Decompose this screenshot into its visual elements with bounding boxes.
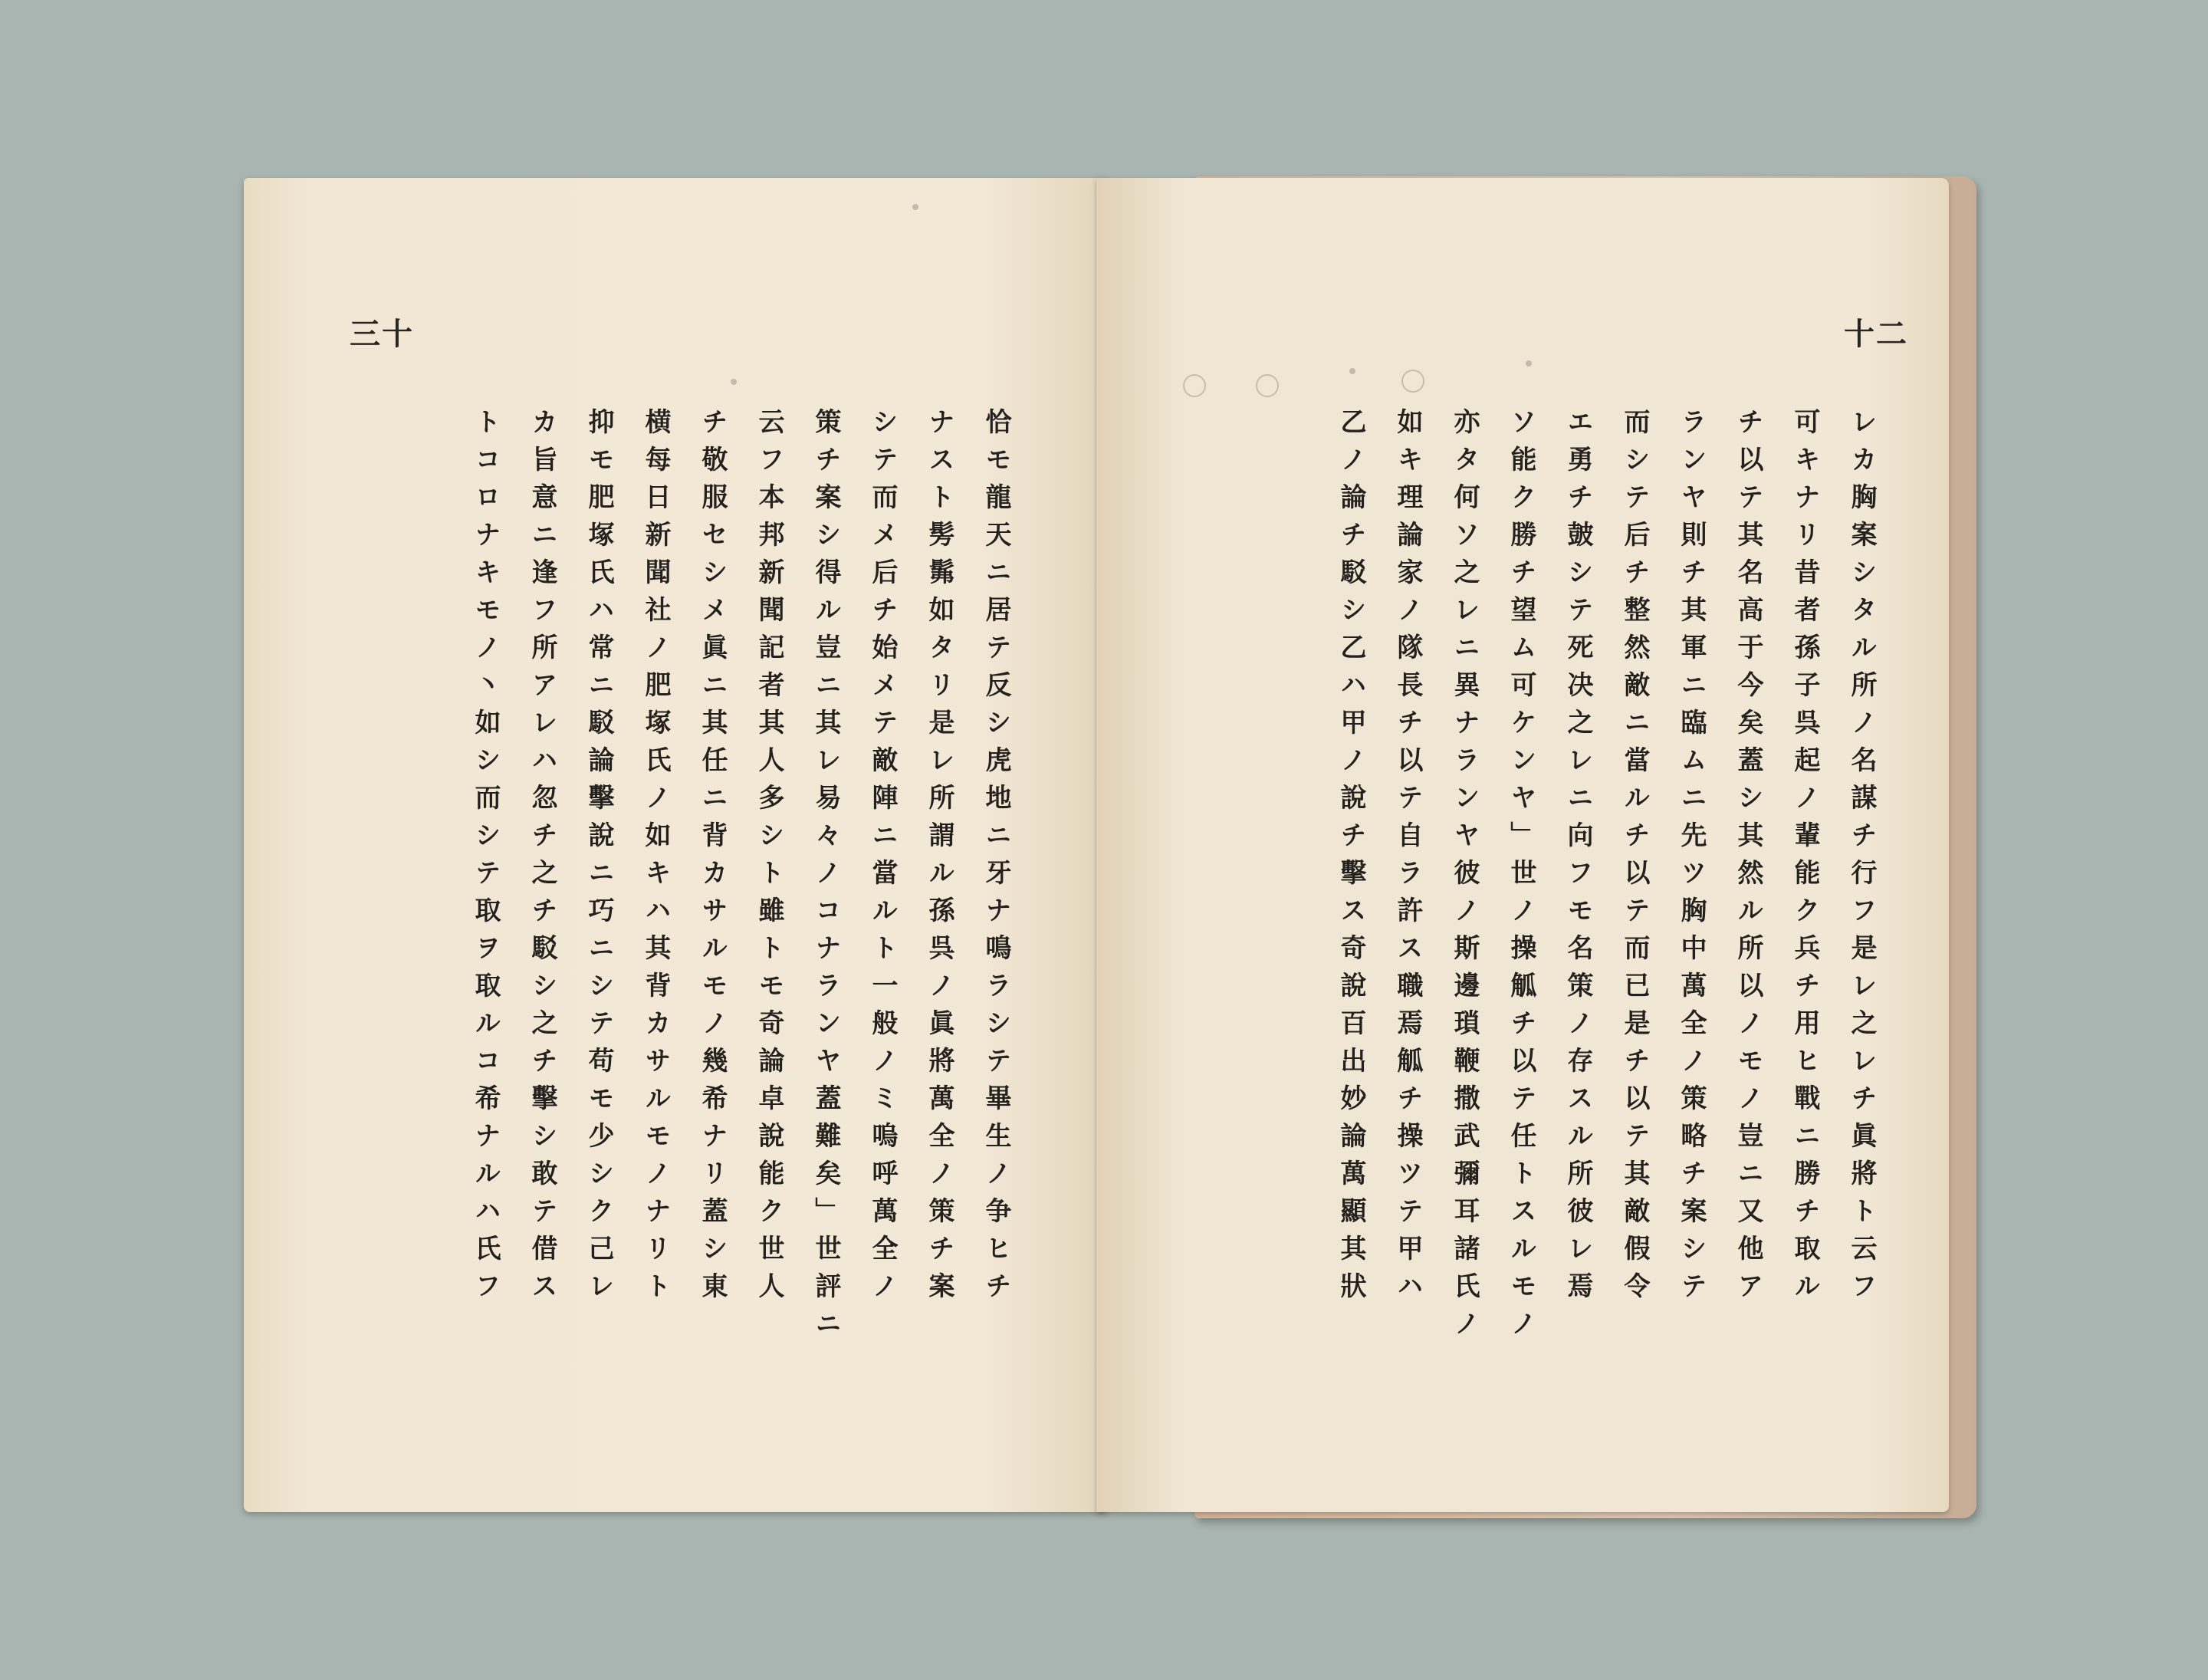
right-page-text [1169, 408, 1890, 1420]
open-book [244, 170, 1976, 1520]
text-column: エ勇チ皷シテ死决之レニ向フモ名策ノ存スル所彼レ焉 [1562, 408, 1593, 1310]
paper-speck [1526, 360, 1532, 367]
text-column: ナスト髣髴如タリ是レ所謂ル孫呉ノ眞將萬全ノ策チ案 [924, 408, 955, 1310]
text-column: 亦タ何ソ之レニ異ナランヤ彼ノ斯邊瑣鞭撒武彌耳諸氏ノ [1449, 408, 1480, 1347]
text-column: カ旨意ニ逢フ所アレハ忽チ之チ駁シ之チ擊シ敢テ借ス [527, 408, 557, 1310]
punch-hole-mark [1401, 370, 1424, 393]
left-page-number: 三十 [350, 316, 414, 352]
left-page-text [343, 408, 1024, 1420]
text-column: 乙ノ論チ駁シ乙ハ甲ノ說チ擊ス奇說百出妙論萬顯其狀 [1336, 408, 1366, 1310]
text-column: 可キナリ昔者孫子呉起ノ輩能ク兵チ用ヒ戰ニ勝チ取ル [1789, 408, 1820, 1310]
paper-speck [731, 379, 737, 385]
right-page-number: 十二 [1844, 316, 1908, 352]
text-column: チ敬服セシメ眞ニ其任ニ背カサルモノ幾希ナリ蓋シ東 [697, 408, 728, 1310]
text-column: シテ而メ后チ始メテ敵陣ニ當ルト一般ノミ嗚呼萬全ノ [867, 408, 898, 1310]
text-column: 云フ本邦新聞記者其人多シト雖トモ奇論卓說能ク世人 [754, 408, 784, 1310]
paper-speck [1349, 368, 1355, 374]
punch-hole-mark [1256, 374, 1279, 397]
text-column: チ以テ其名高于今矣蓋シ其然ル所以ノモノ豈ニ又他ア [1733, 408, 1763, 1310]
text-column: 抑モ肥塚氏ハ常ニ駁論擊說ニ巧ニシテ苟モ少シク己レ [583, 408, 614, 1310]
text-column: トコロナキモノ丶如シ而シテ取ヲ取ルコ希ナルハ氏フ [470, 408, 501, 1310]
text-column: レカ胸案シタル所ノ名謀チ行フ是レ之レチ眞將ト云フ [1846, 408, 1877, 1310]
text-column: 而シテ后チ整然敵ニ當ルチ以テ而已是チ以テ其敵假令 [1619, 408, 1650, 1310]
text-column: 横每日新聞社ノ肥塚氏ノ如キハ其背カサルモノナリト [640, 408, 671, 1310]
punch-hole-mark [1183, 374, 1206, 397]
text-column: ランヤ則チ其軍ニ臨ムニ先ツ胸中萬全ノ策略チ案シテ [1676, 408, 1707, 1310]
paper-speck [912, 204, 918, 210]
text-column: 恰モ龍天ニ居テ反シ虎地ニ牙ナ鳴ラシテ畢生ノ争ヒチ [981, 408, 1011, 1310]
text-column: 策チ案シ得ル豈ニ其レ易々ノコナランヤ蓋難矣」世評ニ [810, 408, 841, 1347]
left-page [244, 178, 1107, 1512]
text-column: ソ能ク勝チ望ム可ケンヤ」世ノ操觚チ以テ任トスルモノ [1506, 408, 1536, 1347]
right-page [1096, 178, 1949, 1512]
text-column: 如キ理論家ノ隊長チ以テ自ラ許ス職焉觚チ操ツテ甲ハ [1392, 408, 1423, 1310]
